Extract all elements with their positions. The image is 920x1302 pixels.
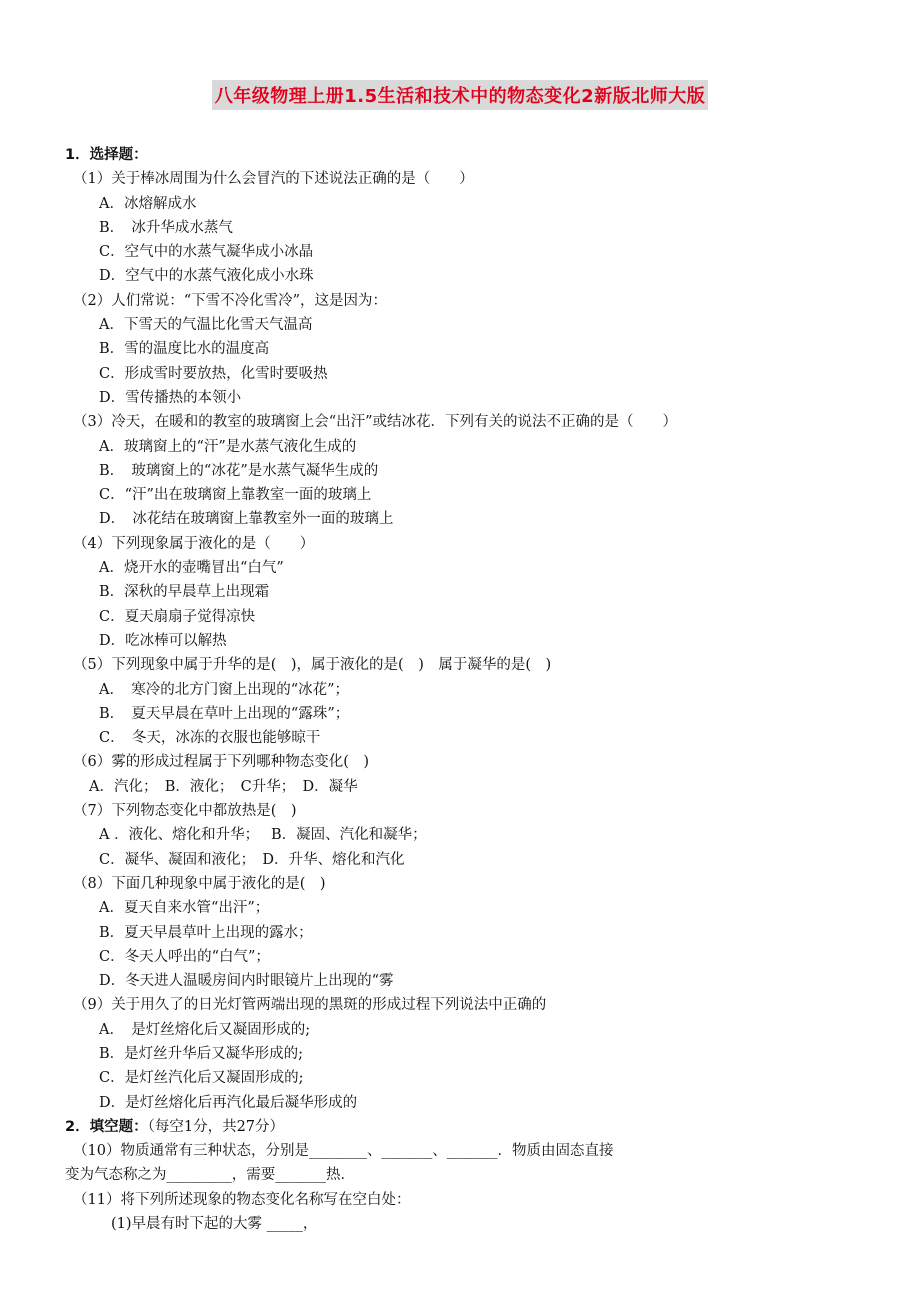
line-text: B．是灯丝升华后又凝华形成的; — [99, 1045, 304, 1062]
line-text: A．下雪天的气温比化雪天气温高 — [99, 317, 313, 334]
line-text: （3）冷天，在暖和的教室的玻璃窗上会“出汗”或结冰花．下列有关的说法不正确的是（ ） — [73, 414, 678, 431]
text-line — [65, 969, 865, 993]
line-text: C．空气中的水蒸气凝华成小冰晶 — [99, 244, 314, 261]
line-text: A．夏天自来水管“出汗”； — [99, 900, 270, 917]
line-text: B． 玻璃窗上的“冰花”是水蒸气凝华生成的 — [99, 462, 379, 479]
line-text: A． 是灯丝熔化后又凝固形成的; — [99, 1021, 311, 1038]
text-line — [65, 216, 865, 240]
title-wrap — [0, 80, 920, 110]
line-text: A．汽化； B．液化； C升华； D．凝华 — [89, 778, 358, 795]
line-text: D．是灯丝熔化后再汽化最后凝华形成的 — [99, 1094, 358, 1111]
line-text: （6）雾的形成过程属于下列哪种物态变化( ) — [73, 754, 370, 771]
question-line — [65, 653, 865, 677]
text-line — [65, 507, 865, 531]
question-line — [65, 289, 865, 313]
question-line — [65, 1188, 865, 1212]
line-text: （8）下面几种现象中属于液化的是( ) — [73, 875, 326, 892]
line-text: (1)早晨有时下起的大雾 _____， — [111, 1216, 318, 1233]
text-line — [65, 605, 865, 629]
text-line — [65, 362, 865, 386]
text-line — [65, 678, 865, 702]
question-line — [65, 532, 865, 556]
text-line — [65, 1042, 865, 1066]
text-line — [65, 386, 865, 410]
line-text: D． 冰花结在玻璃窗上靠教室外一面的玻璃上 — [99, 511, 394, 528]
text-line — [65, 580, 865, 604]
line-text: C．冬天人呼出的“白气”； — [99, 948, 270, 965]
line-text: B．夏天早晨草叶上出现的露水； — [99, 924, 313, 941]
line-text: D．空气中的水蒸气液化成小水珠 — [99, 268, 314, 285]
line-text: （9）关于用久了的日光灯管两端出现的黑斑的形成过程下列说法中正确的 — [73, 997, 547, 1014]
line-text: （1）关于棒冰周围为什么会冒汽的下述说法正确的是（ ） — [73, 171, 474, 188]
line-text: （2）人们常说：“下雪不冷化雪冷”，这是因为： — [73, 292, 388, 309]
line-text: B． 夏天早晨在草叶上出现的“露珠”； — [99, 705, 350, 722]
section-heading — [65, 143, 865, 167]
text-line — [65, 1163, 865, 1187]
text-line — [65, 945, 865, 969]
line-text: C．是灯丝汽化后又凝固形成的; — [99, 1070, 304, 1087]
line-text: C．“汗”出在玻璃窗上靠教室一面的玻璃上 — [99, 487, 372, 504]
text-line — [65, 264, 865, 288]
text-line — [65, 1212, 865, 1236]
text-line — [65, 556, 865, 580]
line-text: C．夏天扇扇子觉得凉快 — [99, 608, 256, 625]
text-line — [65, 192, 865, 216]
text-line — [65, 337, 865, 361]
document-body — [65, 143, 865, 1236]
text-line — [65, 775, 865, 799]
text-line — [65, 823, 865, 847]
text-line — [65, 629, 865, 653]
line-text: （5）下列现象中属于升华的是( )，属于液化的是( ) 属于凝华的是( ) — [73, 657, 552, 674]
line-text: A． 寒冷的北方门窗上出现的“冰花”； — [99, 681, 350, 698]
line-text: B． 冰升华成水蒸气 — [99, 219, 233, 236]
text-line — [65, 896, 865, 920]
text-line — [65, 435, 865, 459]
line-text: D．吃冰棒可以解热 — [99, 632, 227, 649]
document-title: 八年级物理上册1.5生活和技术中的物态变化2新版北师大版 — [212, 80, 708, 110]
line-text: A．烧开水的壶嘴冒出“白气” — [99, 560, 284, 577]
question-line — [65, 993, 865, 1017]
section-heading-label: 2．填空题： — [65, 1118, 148, 1135]
line-text: 变为气态称之为_________，需要_______热． — [65, 1167, 355, 1184]
text-line — [65, 459, 865, 483]
text-line — [65, 726, 865, 750]
question-line — [65, 410, 865, 434]
text-line — [65, 1018, 865, 1042]
question-line — [65, 1139, 865, 1163]
text-line — [65, 240, 865, 264]
text-line — [65, 1066, 865, 1090]
line-text: （4）下列现象属于液化的是（ ） — [73, 535, 315, 552]
line-text: B．雪的温度比水的温度高 — [99, 341, 270, 358]
text-line — [65, 848, 865, 872]
section-heading-label: 1．选择题： — [65, 147, 148, 163]
section-heading — [65, 1115, 865, 1139]
line-text: A ．液化、熔化和升华； B．凝固、汽化和凝华； — [99, 827, 427, 844]
text-line — [65, 1091, 865, 1115]
text-line — [65, 921, 865, 945]
line-text: C．形成雪时要放热，化雪时要吸热 — [99, 365, 328, 382]
line-text: （7）下列物态变化中都放热是( ) — [73, 803, 297, 820]
line-text: （每空1分，共27分） — [147, 1118, 285, 1135]
question-line — [65, 799, 865, 823]
line-text: A．冰熔解成水 — [99, 195, 197, 212]
line-text: （10）物质通常有三种状态，分别是________、_______、_______．物质由固态直接 — [73, 1143, 614, 1160]
text-line — [65, 702, 865, 726]
line-text: D．冬天进人温暖房间内时眼镜片上出现的“雾 — [99, 973, 394, 990]
line-text: A．玻璃窗上的“汗”是水蒸气液化生成的 — [99, 438, 357, 455]
line-text: C．凝华、凝固和液化； D．升华、熔化和汽化 — [99, 851, 405, 868]
question-line — [65, 167, 865, 191]
line-text: （11）将下列所述现象的物态变化名称写在空白处： — [73, 1191, 411, 1208]
question-line — [65, 872, 865, 896]
text-line — [65, 483, 865, 507]
line-text: C． 冬天，冰冻的衣服也能够晾干 — [99, 730, 321, 747]
line-text: D．雪传播热的本领小 — [99, 389, 242, 406]
text-line — [65, 313, 865, 337]
line-text: B．深秋的早晨草上出现霜 — [99, 584, 270, 601]
question-line — [65, 750, 865, 774]
